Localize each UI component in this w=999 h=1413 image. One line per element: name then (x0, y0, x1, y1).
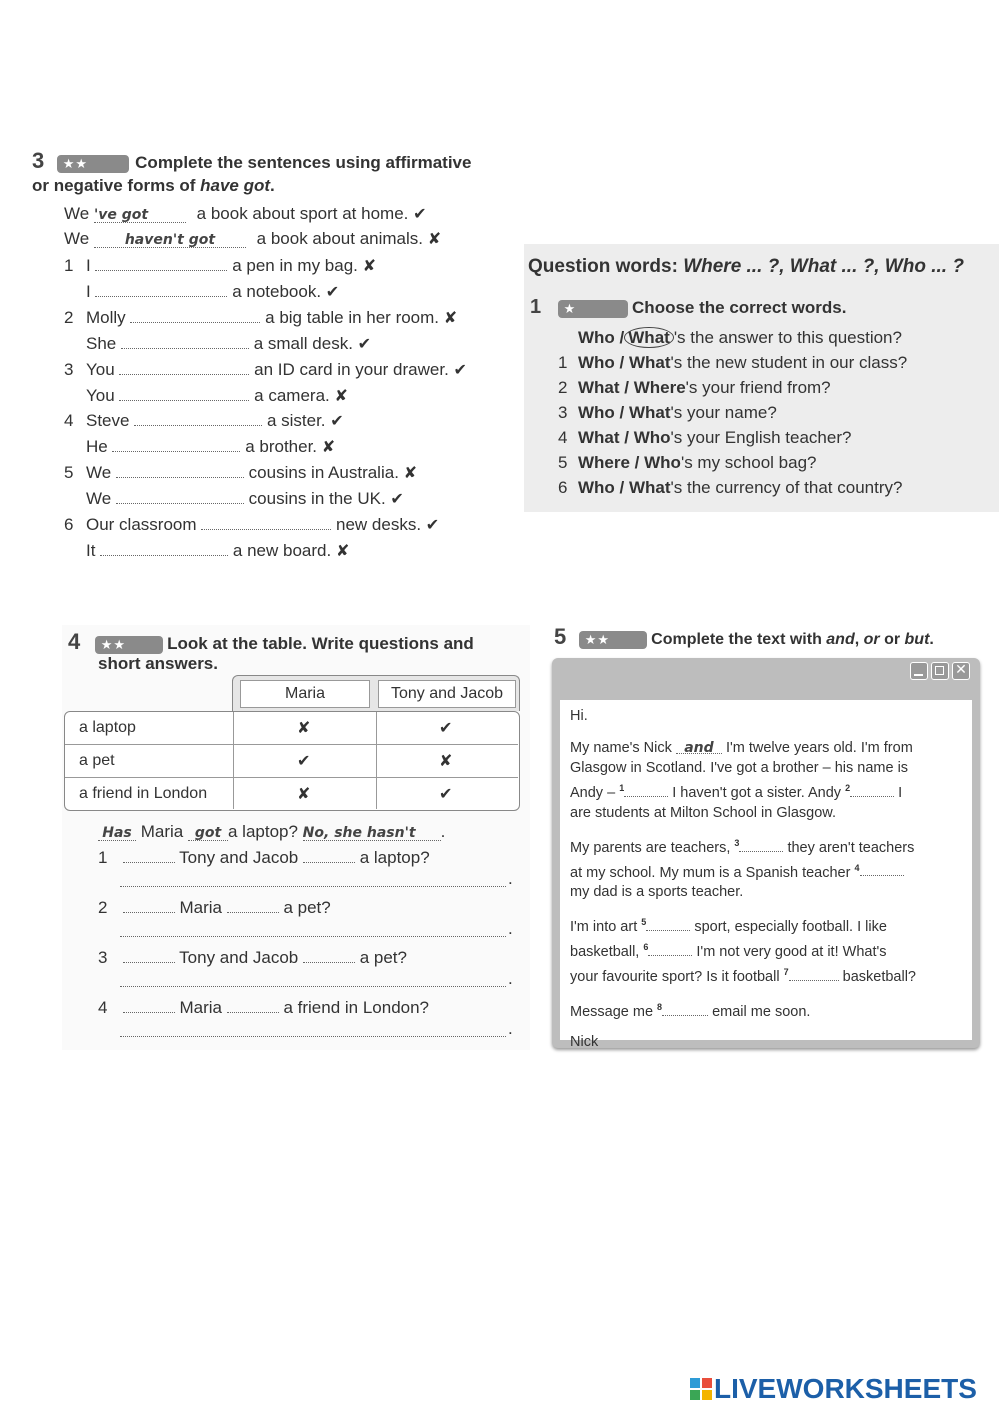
question-rest: 's your friend from? (685, 378, 831, 397)
tick-icon: ✔ (325, 282, 340, 301)
subject: We (64, 229, 90, 248)
minimize-icon[interactable] (910, 662, 928, 680)
sentence-rest: a small desk. (253, 334, 353, 353)
gap-input[interactable] (662, 1000, 708, 1016)
answer-blank: and (676, 738, 722, 754)
exercise-4 (62, 625, 530, 1050)
subject: It (86, 541, 96, 560)
column-header-tony-jacob: Tony and Jacob (378, 680, 516, 708)
item-number: 4 (558, 428, 568, 447)
choice-words[interactable]: What / Who (578, 428, 671, 447)
sentence-item (64, 410, 344, 431)
item-number: 1 (98, 848, 108, 867)
full-stop: . (508, 869, 513, 888)
question-item[interactable] (558, 353, 907, 373)
exercise-title: Complete the sentences using affirmative (135, 153, 472, 172)
gap-number: 7 (783, 967, 789, 978)
example-line (578, 328, 902, 348)
full-stop: . (508, 919, 513, 938)
subject: Tony and Jacob (179, 948, 299, 967)
sentence-item (64, 436, 335, 457)
answer-input[interactable] (227, 997, 279, 1013)
title-italic: but (904, 631, 930, 648)
row-label: a friend in London (79, 785, 208, 802)
choice-words[interactable]: Who / What (578, 403, 671, 422)
tick-icon: ✔ (425, 515, 440, 534)
email-text: Message me (570, 1003, 654, 1020)
exercise-1-header (530, 296, 846, 319)
row-divider (65, 777, 518, 778)
liveworksheets-logo (690, 1374, 990, 1404)
subject: She (86, 334, 117, 353)
column-divider (376, 712, 377, 809)
gap-input[interactable] (646, 915, 690, 931)
exercise-5 (552, 622, 982, 1052)
subject: We (64, 204, 90, 223)
exercise-4-header (68, 629, 474, 655)
subject: I (86, 256, 91, 275)
sentence-item (64, 514, 439, 535)
subject: Maria (179, 998, 222, 1017)
row-divider (65, 744, 518, 745)
title-italic: or (863, 631, 880, 648)
question-rest: 's my school bag? (680, 453, 817, 472)
question-item (98, 947, 407, 968)
email-text: I'm into art (570, 919, 638, 936)
email-text: My name's Nick (570, 740, 672, 756)
title-text: or (879, 631, 905, 648)
gap-number: 1 (619, 783, 625, 793)
sentence-item (64, 307, 457, 328)
sentence-item (64, 359, 467, 380)
answer-blank: No, she hasn't (303, 825, 441, 841)
gap-number: 2 (845, 783, 851, 793)
email-text: I'm not very good at it! What's (696, 944, 887, 961)
sentence-rest: new desks. (336, 515, 422, 534)
gap-number: 6 (643, 942, 649, 953)
answer-input[interactable] (134, 410, 262, 426)
answer-input[interactable] (123, 897, 175, 913)
tick-icon: ✔ (439, 784, 453, 803)
answer-input[interactable] (303, 847, 355, 863)
email-paragraph (570, 738, 962, 823)
answer-input[interactable] (119, 385, 249, 401)
heading-italic: Where ... ?, What ... ?, Who ... ? (683, 256, 964, 277)
question-rest: 's the currency of that country? (670, 478, 903, 497)
answer-input[interactable] (303, 947, 355, 963)
short-answer-input[interactable] (120, 971, 506, 987)
sentence-rest: a book about sport at home. (196, 204, 409, 223)
item-number: 3 (64, 360, 74, 379)
heading-text: Question words: (528, 256, 684, 277)
question-rest: a laptop? (359, 848, 430, 867)
exercise-5-header (554, 624, 934, 650)
subject: I (86, 282, 91, 301)
item-number: 5 (558, 453, 568, 472)
email-text: I'm twelve years old. I'm from (725, 740, 913, 756)
answer-input[interactable] (116, 462, 244, 478)
exercise-title: Look at the table. Write questions and (167, 634, 474, 653)
gap-input[interactable] (860, 860, 904, 876)
subject: Molly (86, 308, 126, 327)
gap-input[interactable] (648, 940, 692, 956)
email-text: My parents are teachers, (570, 839, 731, 856)
exercise-3-header (32, 148, 471, 174)
choice-words[interactable]: Where / Who (578, 453, 681, 472)
gap-number: 5 (641, 917, 647, 928)
gap-number: 4 (854, 862, 860, 873)
item-number: 6 (558, 478, 568, 497)
item-number: 3 (558, 403, 568, 422)
sentence-item (64, 488, 404, 509)
item-number: 2 (64, 308, 74, 327)
sentence-rest: cousins in Australia. (248, 463, 399, 482)
email-text: email me soon. (712, 1003, 811, 1020)
short-answer-input[interactable] (120, 921, 506, 937)
email-text: are students at Milton School in Glasgow. (570, 804, 836, 821)
gap-number: 3 (734, 837, 740, 848)
answer-input[interactable] (95, 281, 227, 297)
gap-input[interactable] (789, 965, 839, 981)
email-text: my dad is a sports teacher. (570, 884, 744, 901)
item-number: 3 (98, 948, 108, 967)
row-label: a pet (79, 752, 115, 769)
logo-text: LIVEWORKSHEETS (714, 1373, 977, 1404)
email-window (552, 658, 980, 1048)
answer-input[interactable] (123, 947, 175, 963)
choice-words[interactable]: What / Where (578, 378, 686, 397)
difficulty-stars: ★★ (57, 155, 129, 173)
sentence-rest: a big table in her room. (265, 308, 440, 327)
cross-icon: ✘ (427, 229, 442, 248)
email-text: basketball, (570, 944, 640, 961)
column-header-maria: Maria (240, 680, 370, 708)
item-number: 5 (64, 463, 74, 482)
short-answer-input[interactable] (120, 1021, 506, 1037)
subject: He (86, 437, 108, 456)
item-number: 2 (558, 378, 568, 397)
subject: You (86, 360, 115, 379)
answer-input[interactable] (123, 847, 175, 863)
sentence-rest: a camera. (254, 386, 330, 405)
sentence-rest: a book about animals. (256, 229, 424, 248)
gap-input[interactable] (624, 781, 668, 797)
exercise-number: 4 (68, 629, 81, 654)
exercise-title-line-2 (32, 176, 275, 196)
example-line (64, 229, 441, 249)
email-paragraph (570, 833, 962, 903)
email-text: Glasgow in Scotland. I've got a brother – his name is (570, 760, 909, 776)
tick-icon: ✔ (439, 718, 453, 737)
subject: Maria (179, 898, 222, 917)
question-item (98, 997, 429, 1018)
question-item[interactable] (558, 428, 851, 448)
email-text: at my school. My mum is a Spanish teacher (570, 864, 851, 881)
email-text: Andy – (570, 784, 616, 801)
gap-input[interactable] (850, 781, 894, 797)
question-rest: a pet? (359, 948, 407, 967)
answer-blank: got (188, 825, 228, 841)
difficulty-stars: ★★ (95, 636, 163, 654)
example-line (98, 822, 445, 842)
cross-icon: ✘ (321, 437, 336, 456)
full-stop: . (508, 1019, 513, 1038)
cross-icon: ✘ (443, 308, 458, 327)
choice-words[interactable]: Who / What (578, 478, 671, 497)
choice-words[interactable]: Who / What (578, 353, 671, 372)
exercise-3 (32, 148, 522, 568)
subject: Steve (86, 411, 130, 430)
sentence-rest: cousins in the UK. (248, 489, 386, 508)
cross-icon: ✘ (334, 386, 348, 405)
email-text: I haven't got a sister. Andy (672, 784, 842, 801)
answer-input[interactable] (95, 255, 227, 271)
title-dot: . (270, 176, 275, 195)
exercise-title-line-2: short answers. (98, 654, 218, 673)
sentence-item (64, 462, 417, 483)
question-item (98, 897, 331, 918)
cross-icon: ✘ (297, 718, 311, 737)
question-rest: 's your name? (670, 403, 777, 422)
answer-input[interactable] (119, 359, 249, 375)
sentence-item (64, 333, 371, 354)
email-paragraph (570, 997, 962, 1022)
question-item (98, 847, 430, 868)
email-signature: Nick (570, 1033, 599, 1050)
difficulty-stars: ★ (558, 300, 628, 318)
subject: Our classroom (86, 515, 197, 534)
question-rest: a pet? (283, 898, 331, 917)
item-number: 4 (98, 998, 108, 1017)
email-text: I (898, 784, 903, 801)
tick-icon: ✔ (453, 360, 467, 379)
title-text: or negative forms of (32, 176, 201, 195)
email-paragraph (570, 912, 962, 986)
cross-icon: ✘ (403, 463, 418, 482)
tick-icon: ✔ (297, 751, 311, 770)
answer-blank: Has (98, 825, 136, 841)
sentence-item (64, 281, 339, 302)
subject: Tony and Jacob (179, 848, 299, 867)
sentence-rest: a notebook. (232, 282, 322, 301)
sentence-rest: a brother. (245, 437, 318, 456)
question-item[interactable] (558, 453, 817, 473)
question-words-panel (524, 244, 999, 512)
email-text: they aren't teachers (787, 839, 915, 856)
question-rest: a laptop? (227, 822, 298, 841)
tick-icon: ✔ (413, 204, 427, 223)
restore-icon[interactable] (931, 662, 949, 680)
subject: Maria (140, 822, 184, 841)
answer-input[interactable] (100, 540, 228, 556)
item-number: 1 (558, 353, 568, 372)
email-text: your favourite sport? Is it football (570, 968, 780, 985)
sentence-item (64, 255, 376, 276)
subject: We (86, 463, 112, 482)
item-number: 2 (98, 898, 108, 917)
exercise-number: 1 (530, 296, 542, 318)
sentence-item (64, 540, 349, 561)
tick-icon: ✔ (357, 334, 372, 353)
sentence-rest: a pen in my bag. (232, 256, 358, 275)
difficulty-stars: ★★ (579, 631, 647, 649)
cross-icon: ✘ (439, 751, 453, 770)
answer-input[interactable] (123, 997, 175, 1013)
cross-icon: ✘ (335, 541, 350, 560)
item-number: 4 (64, 411, 74, 430)
circled-answer: What (624, 327, 674, 348)
answer-blank: haven't got (94, 232, 246, 248)
exercise-number: 5 (554, 624, 567, 649)
answer-blank: 've got (94, 207, 186, 223)
title-italic: have got (200, 176, 271, 195)
full-stop: . (508, 969, 513, 988)
email-text: sport, especially football. I like (694, 919, 887, 936)
full-stop: . (440, 822, 446, 841)
sentence-rest: a sister. (266, 411, 326, 430)
item-number: 1 (64, 256, 74, 275)
row-label: a laptop (79, 719, 136, 736)
title-text: . (929, 631, 934, 648)
gap-number: 8 (657, 1001, 663, 1012)
title-text: Complete the text with (651, 631, 827, 648)
window-controls (910, 662, 972, 682)
question-item[interactable] (558, 378, 831, 398)
email-text: basketball? (842, 968, 916, 985)
title-italic: and (826, 631, 855, 648)
column-divider (233, 712, 234, 809)
answer-input[interactable] (130, 307, 260, 323)
question-rest: 's your English teacher? (670, 428, 852, 447)
title-text: , (854, 631, 864, 648)
sentence-item (64, 385, 348, 406)
table-body (64, 711, 520, 811)
close-icon[interactable]: ✕ (952, 662, 970, 680)
email-body (560, 700, 972, 1050)
answer-input[interactable] (116, 488, 244, 504)
sentence-rest: an ID card in your drawer. (254, 360, 449, 379)
item-number: 6 (64, 515, 74, 534)
logo-mark-icon (690, 1378, 712, 1400)
cross-icon: ✘ (297, 784, 311, 803)
question-item[interactable] (558, 478, 902, 498)
exercise-title: Choose the correct words. (632, 298, 847, 317)
question-rest: 's the answer to this question? (673, 328, 902, 347)
question-rest: a friend in London? (283, 998, 430, 1017)
example-line (64, 204, 427, 224)
subject: We (86, 489, 112, 508)
have-got-table (64, 675, 520, 811)
answer-input[interactable] (112, 436, 240, 452)
tick-icon: ✔ (390, 489, 404, 508)
answer-input[interactable] (201, 514, 331, 530)
cross-icon: ✘ (362, 256, 377, 275)
question-rest: 's the new student in our class? (670, 353, 908, 372)
answer-input[interactable] (121, 333, 249, 349)
short-answer-input[interactable] (120, 871, 506, 887)
subject: You (86, 386, 115, 405)
tick-icon: ✔ (330, 411, 344, 430)
exercise-number: 3 (32, 148, 45, 173)
gap-input[interactable] (739, 836, 783, 852)
email-greeting: Hi. (570, 708, 588, 724)
answer-input[interactable] (227, 897, 279, 913)
question-item[interactable] (558, 403, 777, 423)
sentence-rest: a new board. (232, 541, 332, 560)
choice-words: Who / (578, 328, 625, 347)
section-heading (528, 256, 964, 278)
